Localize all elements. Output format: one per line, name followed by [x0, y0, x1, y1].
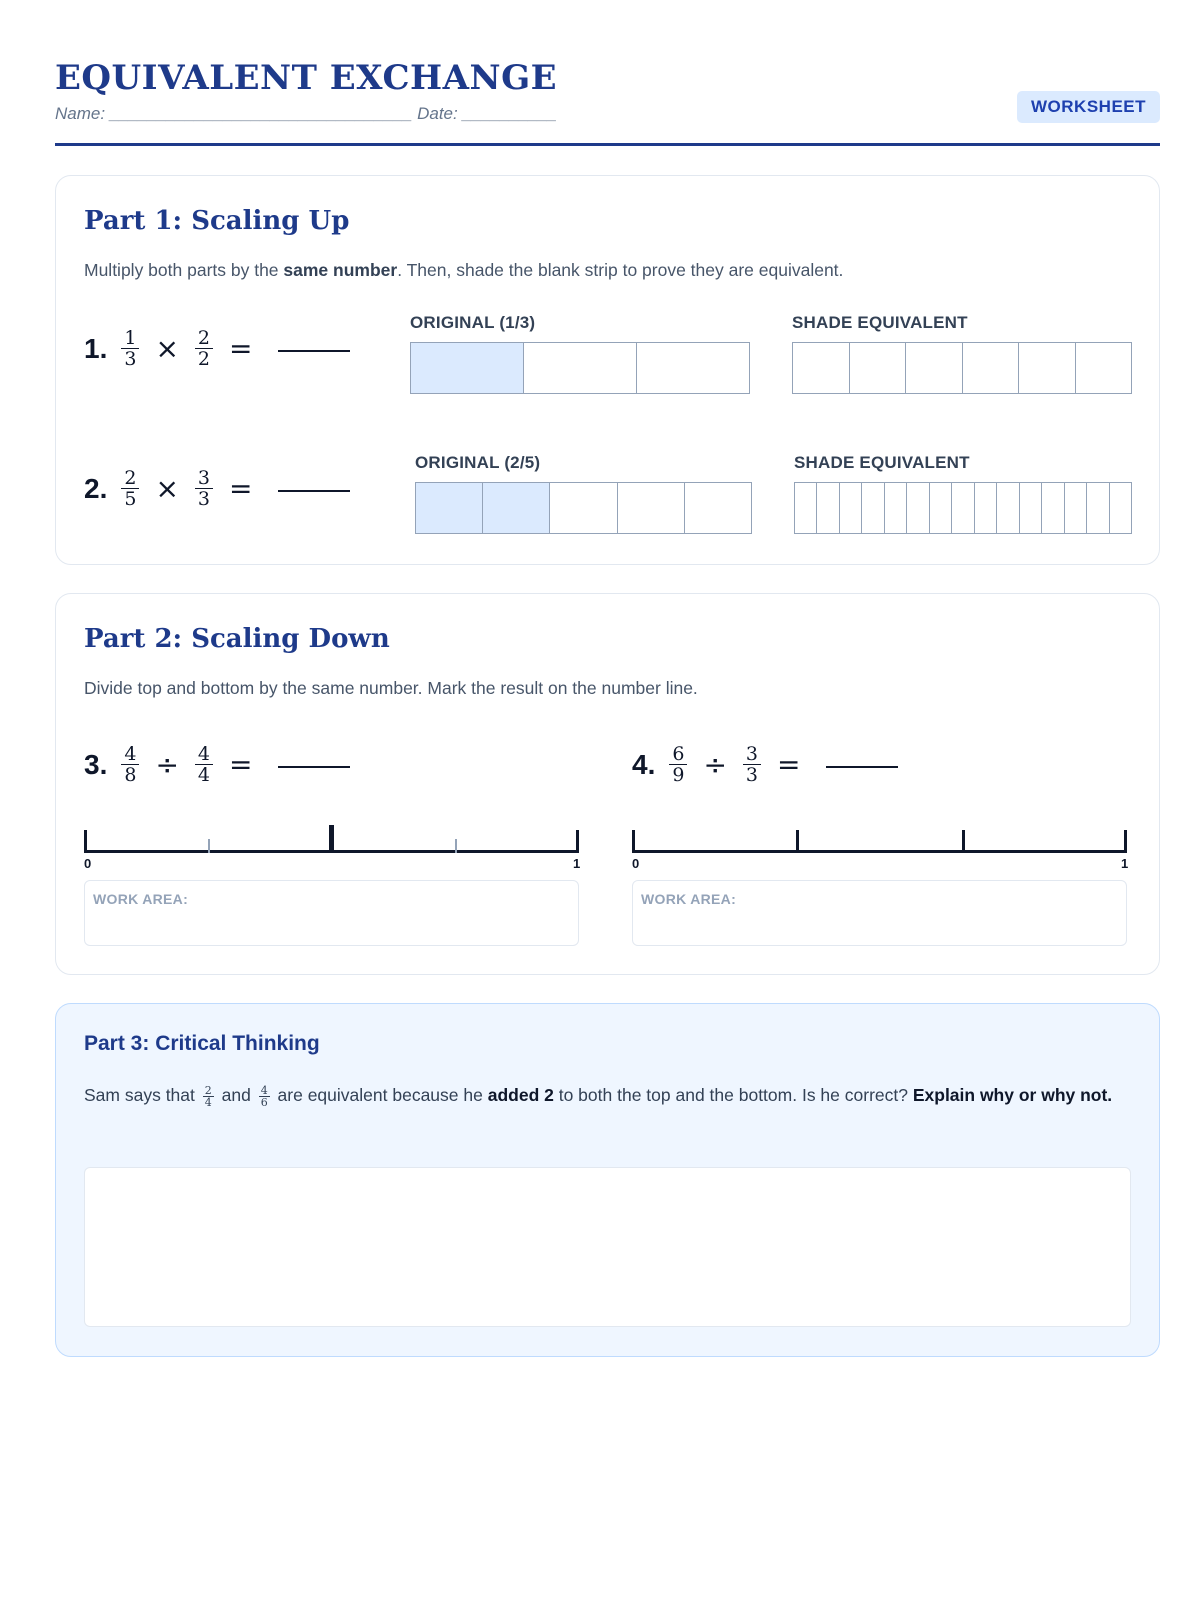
- fraction: [121, 468, 139, 509]
- strip-cell: [637, 343, 749, 393]
- denominator: 2: [197, 348, 211, 370]
- strip-cell[interactable]: [1065, 483, 1087, 533]
- denominator: 5: [124, 488, 137, 510]
- part1-instruction-post: . Then, shade the blank strip to prove they are equivalent.: [397, 260, 844, 280]
- strip-cell: [685, 483, 751, 533]
- strip-cell[interactable]: [975, 483, 997, 533]
- fraction: [743, 744, 761, 785]
- equals-operator: =: [229, 332, 253, 365]
- tick-three-quarter: [455, 839, 457, 853]
- strip-cell[interactable]: [862, 483, 884, 533]
- answer-blank[interactable]: [826, 766, 898, 768]
- part3-card: [55, 1003, 1160, 1357]
- question-text: and: [216, 1085, 256, 1105]
- part3-question: [84, 1080, 1134, 1110]
- strip-cell[interactable]: [952, 483, 974, 533]
- fraction: [195, 744, 213, 785]
- part1-instruction-bold: same number: [283, 260, 398, 280]
- number-line-axis: [632, 850, 1127, 853]
- denominator: 6: [260, 1095, 268, 1109]
- part2-instruction: Divide top and bottom by the same number. Mark the result on the number line.: [84, 678, 698, 698]
- numerator: 2: [195, 328, 213, 349]
- tick-end: [1124, 830, 1127, 853]
- strip-cell[interactable]: [963, 343, 1020, 393]
- problem-3: [84, 744, 350, 785]
- equals-operator: =: [777, 748, 801, 781]
- answer-box[interactable]: [84, 1167, 1131, 1327]
- part2-title: Part 2: Scaling Down: [84, 624, 390, 654]
- original-strip: [415, 482, 752, 534]
- number-line[interactable]: [632, 824, 1127, 874]
- divide-operator: ÷: [703, 748, 727, 781]
- strip-cell: [524, 343, 637, 393]
- fraction: [203, 1085, 214, 1108]
- question-emphasis: Explain why or why not.: [912, 1085, 1113, 1105]
- label-zero: 0: [632, 856, 640, 871]
- numerator: 2: [121, 468, 139, 489]
- equivalent-strip[interactable]: [792, 342, 1132, 394]
- answer-blank[interactable]: [278, 766, 350, 768]
- work-area-label: WORK AREA:: [93, 891, 189, 907]
- strip-cell[interactable]: [1019, 343, 1076, 393]
- strip-cell[interactable]: [906, 343, 963, 393]
- equivalent-strip[interactable]: [794, 482, 1132, 534]
- numerator: 4: [260, 1083, 268, 1097]
- strip-cell-shaded: [416, 483, 483, 533]
- strip-cell[interactable]: [1110, 483, 1131, 533]
- equivalent-strip-label: SHADE EQUIVALENT: [792, 313, 968, 332]
- multiply-operator: ×: [155, 332, 179, 365]
- label-zero: 0: [84, 856, 92, 871]
- name-label: Name:: [55, 104, 106, 123]
- fraction: [195, 328, 213, 369]
- name-blank[interactable]: ________________________________: [109, 104, 413, 123]
- fraction: [259, 1085, 270, 1108]
- denominator: 4: [204, 1095, 212, 1109]
- strip-cell[interactable]: [1042, 483, 1064, 533]
- numerator: 3: [195, 468, 213, 489]
- fraction: [121, 744, 139, 785]
- question-text: Sam says that: [84, 1085, 200, 1105]
- numerator: 3: [743, 744, 761, 765]
- name-date-line: [55, 104, 557, 124]
- strip-cell[interactable]: [817, 483, 839, 533]
- strip-cell-shaded: [411, 343, 524, 393]
- strip-cell: [550, 483, 617, 533]
- worksheet-title: EQUIVALENT EXCHANGE: [55, 58, 558, 98]
- equals-operator: =: [229, 748, 253, 781]
- problem-number: 2.: [84, 472, 108, 504]
- answer-blank[interactable]: [278, 490, 350, 492]
- strip-cell[interactable]: [795, 483, 817, 533]
- problem-number: 1.: [84, 332, 108, 364]
- question-emphasis: added 2: [487, 1085, 554, 1105]
- label-one: 1: [1121, 856, 1129, 871]
- strip-cell[interactable]: [1087, 483, 1109, 533]
- original-strip-label: ORIGINAL (1/3): [410, 313, 536, 332]
- equals-operator: =: [229, 472, 253, 505]
- question-text: to both the top and the bottom. Is he correct?: [553, 1085, 913, 1105]
- equivalent-strip-label: SHADE EQUIVALENT: [794, 453, 970, 472]
- part3-title: Part 3: Critical Thinking: [84, 1032, 320, 1055]
- strip-cell: [618, 483, 685, 533]
- divide-operator: ÷: [155, 748, 179, 781]
- denominator: 3: [745, 764, 759, 786]
- tick-start: [632, 830, 635, 853]
- part1-instruction-pre: Multiply both parts by the: [84, 260, 284, 280]
- strip-cell[interactable]: [793, 343, 850, 393]
- question-text: are equivalent because he: [272, 1085, 488, 1105]
- date-blank[interactable]: __________: [462, 104, 558, 123]
- tick-two-thirds: [962, 830, 965, 853]
- denominator: 4: [197, 764, 211, 786]
- strip-cell[interactable]: [850, 343, 907, 393]
- answer-blank[interactable]: [278, 350, 350, 352]
- multiply-operator: ×: [155, 472, 179, 505]
- tick-quarter: [208, 839, 210, 853]
- fraction: [669, 744, 687, 785]
- strip-cell[interactable]: [930, 483, 952, 533]
- part2-card: [55, 593, 1160, 975]
- label-one: 1: [573, 856, 581, 871]
- tick-half: [329, 825, 334, 853]
- worksheet-badge: WORKSHEET: [1017, 91, 1160, 123]
- problem-number: 4.: [632, 748, 656, 780]
- strip-cell[interactable]: [1020, 483, 1042, 533]
- strip-cell[interactable]: [997, 483, 1019, 533]
- worksheet-header: [55, 58, 1160, 146]
- strip-cell-shaded: [483, 483, 550, 533]
- numerator: 4: [121, 744, 139, 765]
- denominator: 3: [197, 488, 211, 510]
- part1-card: [55, 175, 1160, 565]
- denominator: 9: [672, 764, 685, 786]
- problem-2: [84, 468, 350, 509]
- part1-title: Part 1: Scaling Up: [84, 206, 350, 236]
- work-area[interactable]: [632, 880, 1127, 946]
- original-strip-label: ORIGINAL (2/5): [415, 453, 541, 472]
- problem-1: [84, 328, 350, 369]
- date-label: Date:: [417, 104, 458, 123]
- strip-cell[interactable]: [885, 483, 907, 533]
- numerator: 6: [669, 744, 687, 765]
- strip-cell[interactable]: [907, 483, 929, 533]
- denominator: 8: [124, 764, 137, 786]
- numerator: 2: [204, 1083, 212, 1097]
- numerator: 4: [195, 744, 213, 765]
- problem-number: 3.: [84, 748, 108, 780]
- part1-instruction: [84, 260, 843, 281]
- numerator: 1: [121, 328, 139, 349]
- original-strip: [410, 342, 750, 394]
- work-area[interactable]: [84, 880, 579, 946]
- tick-end: [576, 830, 579, 853]
- denominator: 3: [124, 348, 137, 370]
- strip-cell[interactable]: [1076, 343, 1132, 393]
- work-area-label: WORK AREA:: [641, 891, 737, 907]
- fraction: [121, 328, 139, 369]
- fraction: [195, 468, 213, 509]
- problem-4: [632, 744, 898, 785]
- number-line[interactable]: [84, 824, 579, 874]
- strip-cell[interactable]: [840, 483, 862, 533]
- tick-start: [84, 830, 87, 853]
- tick-one-third: [796, 830, 799, 853]
